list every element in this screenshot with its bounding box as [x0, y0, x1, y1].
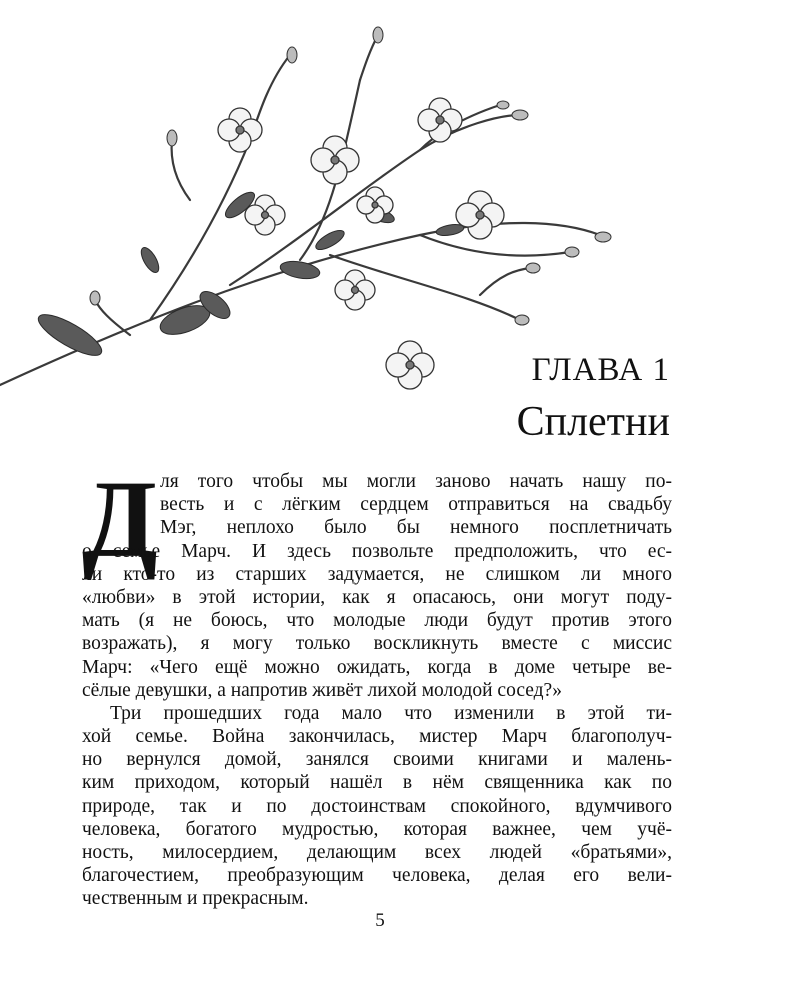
text-line: ли кто-то из старших задумается, не слишком ли много [82, 563, 672, 585]
text-line: Три прошедших года мало что изменили в этой ти- [110, 702, 672, 724]
drop-cap: Д [82, 458, 158, 580]
text-line: мать (я не боюсь, что молодые люди будут против этого [82, 610, 672, 632]
text-line: весть и с лёгким сердцем отправиться на свадьбу [160, 494, 672, 516]
text-line: хой семье. Война закончилась, мистер Марч благополуч- [82, 726, 672, 748]
text-line: чественным и прекрасным. [82, 888, 309, 910]
chapter-title: Сплетни [516, 399, 670, 445]
text-line: о семье Марч. И здесь позвольте предположить, что ес- [82, 540, 672, 562]
text-line: ким приходом, который нашёл в нём священника как по [82, 772, 672, 794]
text-line: ность, милосердием, делающим всех людей «братьями», [82, 842, 672, 863]
text-line: ля того чтобы мы могли заново начать нашу по- [160, 471, 672, 492]
text-line: человека, богатого мудростью, которая важнее, чем учё- [82, 818, 672, 840]
flowering-branch-illustration-icon [0, 20, 640, 390]
text-line: возражать), я могу только воскликнуть вместе с миссис [82, 633, 672, 655]
chapter-number: ГЛАВА 1 [531, 352, 670, 388]
text-line: благочестием, преобразующим человека, делая его вели- [82, 865, 672, 887]
text-line: «любви» в этой истории, как я опасаюсь, они могут поду- [82, 586, 672, 608]
text-line: Марч: «Чего ещё можно ожидать, когда в доме четыре ве- [82, 656, 672, 678]
text-line: сёлые девушки, а напротив живёт лихой молодой сосед?» [82, 679, 562, 701]
text-line: Мэг, неплохо было бы немного посплетничать [160, 517, 672, 539]
page-number: 5 [375, 910, 385, 931]
text-line: но вернулся домой, занялся своими книгами и малень- [82, 749, 672, 771]
body-text [82, 470, 672, 911]
text-line: природе, так и по достоинствам спокойного, вдумчивого [82, 795, 672, 817]
